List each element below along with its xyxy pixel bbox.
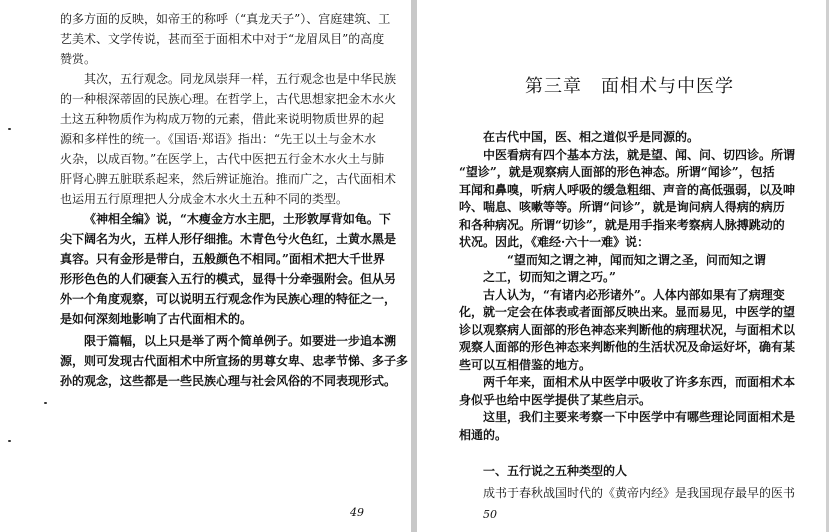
text-line: 形形色色的人们硬套入五行的模式，显得十分牵强附会。但从另: [60, 272, 397, 286]
chapter-title: 第三章 面相术与中医学: [525, 76, 734, 97]
text-line: 吟、喘息、咳嗽等等。所谓“问诊”，就是询问病人得病的病历: [459, 200, 785, 214]
text-line: “望诊”，就是观察病人面部的形色神态。所谓“闻诊”，包括: [459, 165, 775, 179]
text-line: 和各种病况。所谓“切诊”，就是用手指来考察病人脉搏跳动的: [459, 218, 785, 232]
text-line: 也运用五行原理把人分成金木水火土五种不同的类型。: [60, 192, 349, 206]
scan-speck: [8, 440, 11, 442]
text-line: 艺美术、文学传说，甚而至于面相术中对于“龙眉凤目”的高度: [60, 32, 385, 46]
text-line: 限于篇幅，以上只是举了两个简单例子。如要进一步追本溯: [84, 334, 397, 348]
text-line: 两千年来，面相术从中医学中吸收了许多东西，而面相术本: [483, 375, 796, 389]
text-line: 的一种根深蒂固的民族心理。在哲学上，古代思想家把金木水火: [60, 92, 397, 106]
left-page: [0, 0, 411, 532]
right-page-text: [417, 0, 829, 460]
text-line: 些可以互相借鉴的地方。: [459, 358, 592, 372]
page-number: 49: [350, 506, 364, 519]
text-line: 这里，我们主要来考察一下中医学中有哪些理论同面相术是: [483, 410, 796, 424]
text-line: 《神相全编》说，“木瘦金方水主肥，土形敦厚背如龟。下: [84, 212, 391, 226]
text-line: 真容。只有金形是带白，五般颜色不相同。”面相术把大千世界: [60, 252, 385, 266]
text-line: 古人认为，“有诸内必形诸外”。人体内部如果有了病理变: [483, 288, 785, 302]
right-page: [417, 0, 829, 532]
text-line: 在古代中国，医、相之道似乎是同源的。: [483, 130, 700, 144]
text-line: 赞赏。: [60, 52, 97, 66]
text-line: 状况。因此，《难经·六十一难》说：: [459, 235, 650, 249]
quote-line: “望而知之谓之神，闻而知之谓之圣，问而知之谓: [507, 253, 766, 267]
text-line: 孙的观念，这些都是一些民族心理与社会风俗的不同表现形式。: [60, 374, 397, 388]
text-line: 尖下阔名为火，五样人形仔细推。木青色兮火色红，土黄水黑是: [60, 232, 397, 246]
text-line: 成书于春秋战国时代的《黄帝内经》是我国现存最早的医书: [483, 486, 796, 500]
text-line: 诊以观察病人面部的形色神态来判断他的病理状况，与面相术以: [459, 323, 796, 337]
text-line: 化，就一定会在体表或者面部反映出来。显而易见，中医学的望: [459, 305, 796, 319]
quote-line: 之工，切而知之谓之巧。”: [483, 270, 616, 284]
text-line: 是如何深刻地影响了古代面相术的。: [60, 312, 253, 326]
text-line: 肝肾心脾五脏联系起来，然后辨证施治。推而广之，古代面相术: [60, 172, 397, 186]
text-line: 中医看病有四个基本方法，就是望、闻、问、切四诊。所谓: [483, 148, 796, 162]
text-line: 身似乎也给中医学提供了某些启示。: [459, 393, 652, 407]
left-page-text: [0, 0, 411, 420]
text-line: 源，则可发现古代面相术中所宣扬的男尊女卑、忠孝节悌、多子多: [60, 354, 409, 368]
text-line: 耳闻和鼻嗅，听病人呼吸的缓急粗细、声音的高低强弱，以及呻: [459, 183, 796, 197]
text-line: 其次，五行观念。同龙凤崇拜一样，五行观念也是中华民族: [84, 72, 397, 86]
text-line: 土这五种物质作为构成万物的元素，借此来说明物质世界的起: [60, 112, 385, 126]
text-line: 源和多样性的统一。《国语·郑语》指出：“先王以土与金木水: [60, 132, 376, 146]
scan-speck: [8, 128, 11, 130]
text-line: 相通的。: [459, 428, 508, 442]
text-line: 观察人面部的形色神态来判断他的生活状况及命运好坏，确有某: [459, 340, 796, 354]
scan-speck: [44, 402, 47, 404]
section-heading: 一、五行说之五种类型的人: [483, 464, 628, 478]
text-line: 火杂，以成百物。”在医学上，古代中医把五行金木水火土与肺: [60, 152, 385, 166]
text-line: 外一个角度观察，可以说明五行观念作为民族心理的特征之一，: [60, 292, 397, 306]
page-number: 50: [483, 508, 497, 521]
text-line: 的多方面的反映，如帝王的称呼（“真龙天子”）、宫庭建筑、工: [60, 12, 391, 26]
